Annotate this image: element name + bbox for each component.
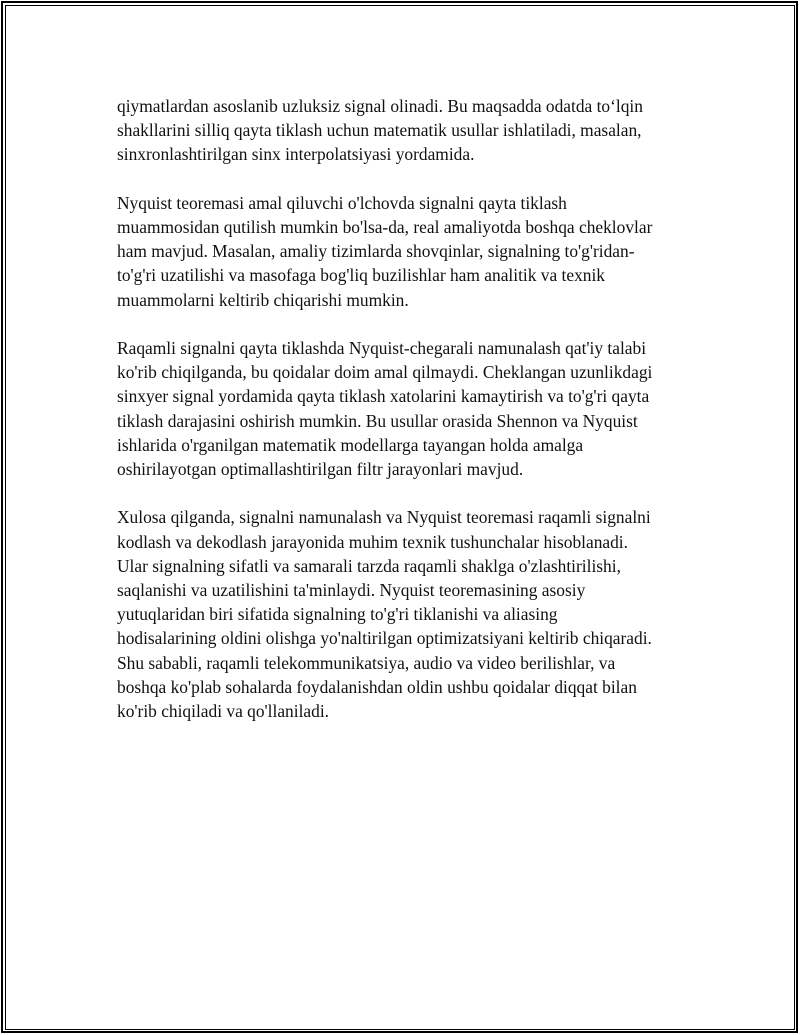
text-line: tiklash darajasini oshirish mumkin. Bu usullar orasida Shennon va Nyquist	[117, 410, 638, 431]
paragraph-1	[117, 94, 697, 167]
text-line: Nyquist teoremasi amal qiluvchi o'lchovda signalni qayta tiklash	[117, 192, 567, 213]
text-line: boshqa ko'plab sohalarda foydalanishdan oldin ushbu qoidalar diqqat bilan	[117, 676, 637, 697]
text-line: Ular signalning sifatli va samarali tarzda raqamli shaklga o'zlashtirilishi,	[117, 555, 621, 576]
text-line: muammolarni keltirib chiqarishi mumkin.	[117, 289, 409, 310]
text-line: ko'rib chiqilganda, bu qoidalar doim amal qilmaydi. Cheklangan uzunlikdagi	[117, 362, 653, 383]
paragraph-3	[117, 336, 697, 481]
text-line: kodlash va dekodlash jarayonida muhim texnik tushunchalar hisoblanadi.	[117, 531, 628, 552]
text-line: hodisalarining oldini olishga yo'naltirilgan optimizatsiyani keltirib chiqaradi.	[117, 628, 652, 649]
text-line: oshirilayotgan optimallashtirilgan filtr jarayonlari mavjud.	[117, 459, 524, 480]
text-line: Shu sababli, raqamli telekommunikatsiya, audio va video berilishlar, va	[117, 652, 616, 673]
document-body	[117, 94, 697, 747]
text-line: to'g'ri uzatilishi va masofaga bog'liq buzilishlar ham analitik va texnik	[117, 265, 606, 286]
paragraph-2	[117, 191, 697, 312]
text-line: muammosidan qutilish mumkin bo'lsa-da, real amaliyotda boshqa cheklovlar	[117, 217, 653, 237]
text-line: Xulosa qilganda, signalni namunalash va Nyquist teoremasi raqamli signalni	[117, 507, 651, 528]
text-line: ham mavjud. Masalan, amaliy tizimlarda shovqinlar, signalning to'g'ridan-	[117, 241, 635, 262]
text-line: sinxronlashtirilgan sinx interpolatsiyasi yordamida.	[117, 144, 475, 165]
text-line: ko'rib chiqiladi va qo'llaniladi.	[117, 701, 330, 722]
text-line: shakllarini silliq qayta tiklash uchun matematik usullar ishlatiladi, masalan,	[117, 120, 642, 141]
text-line: saqlanishi va uzatilishini ta'minlaydi. Nyquist teoremasining asosiy	[117, 580, 586, 601]
paragraph-4	[117, 505, 697, 723]
text-line: sinxyer signal yordamida qayta tiklash xatolarini kamaytirish va to'g'ri qayta	[117, 386, 650, 407]
text-line: Raqamli signalni qayta tiklashda Nyquist-chegarali namunalash qat'iy talabi	[117, 338, 647, 358]
text-line: qiymatlardan asoslanib uzluksiz signal olinadi. Bu maqsadda odatda to‘lqin	[117, 96, 643, 116]
text-line: ishlarida o'rganilgan matematik modellarga tayangan holda amalga	[117, 434, 584, 455]
text-line: yutuqlaridan biri sifatida signalning to'g'ri tiklanishi va aliasing	[117, 604, 558, 625]
